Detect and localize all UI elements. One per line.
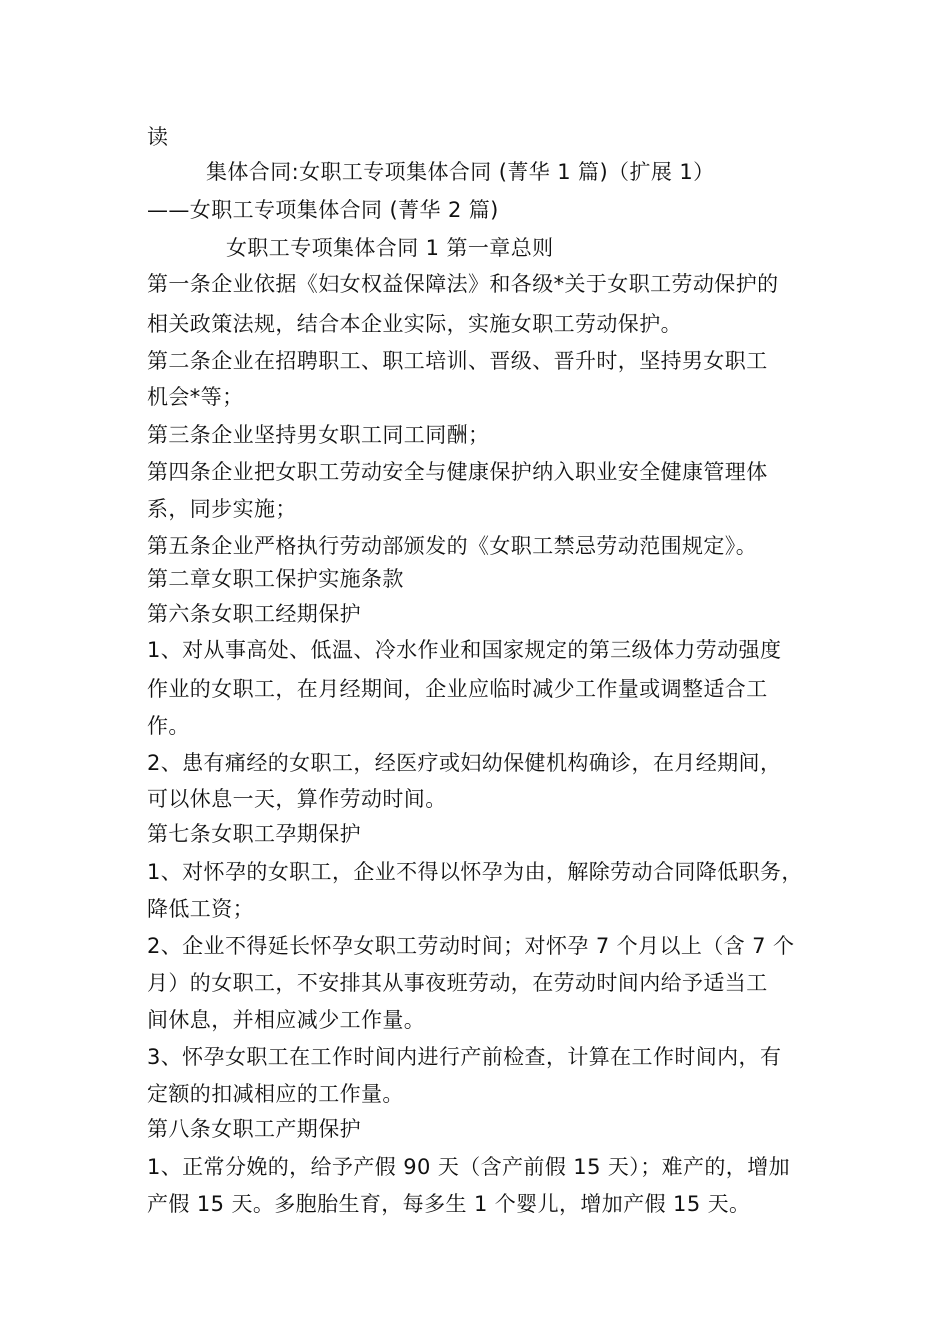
section-heading: 第二章女职工保护实施条款 bbox=[147, 567, 404, 591]
paragraph-line: 可以休息一天，算作劳动时间。 bbox=[147, 787, 447, 811]
paragraph-line: 1、对从事高处、低温、冷水作业和国家规定的第三级体力劳动强度 bbox=[147, 638, 782, 662]
paragraph-line: 第四条企业把女职工劳动安全与健康保护纳入职业安全健康管理体 bbox=[147, 460, 768, 484]
paragraph-line: 间休息，并相应减少工作量。 bbox=[147, 1008, 426, 1032]
paragraph-line: 定额的扣减相应的工作量。 bbox=[147, 1082, 404, 1106]
paragraph-line: 作业的女职工，在月经期间，企业应临时减少工作量或调整适合工 bbox=[147, 677, 768, 701]
paragraph-line: 1、正常分娩的，给予产假 90 天（含产前假 15 天）；难产的，增加 bbox=[147, 1155, 791, 1179]
paragraph-line: 第二条企业在招聘职工、职工培训、晋级、晋升时，坚持男女职工 bbox=[147, 349, 768, 373]
section-heading: 第七条女职工孕期保护 bbox=[147, 822, 361, 846]
paragraph-line: 机会*等； bbox=[147, 385, 244, 409]
paragraph-line: 2、患有痛经的女职工，经医疗或妇幼保健机构确诊，在月经期间， bbox=[147, 751, 782, 775]
paragraph-line: 第五条企业严格执行劳动部颁发的《女职工禁忌劳动范围规定》。 bbox=[147, 534, 758, 558]
paragraph-line: 系，同步实施； bbox=[147, 497, 297, 521]
document-title: 集体合同:女职工专项集体合同 (菁华 1 篇)（扩展 1） bbox=[206, 160, 715, 184]
paragraph-line: 2、企业不得延长怀孕女职工劳动时间；对怀孕 7 个月以上（含 7 个 bbox=[147, 934, 795, 958]
section-heading: 第八条女职工产期保护 bbox=[147, 1117, 361, 1141]
paragraph-line: 第一条企业依据《妇女权益保障法》和各级*关于女职工劳动保护的 bbox=[147, 272, 779, 296]
heading-fragment: 读 bbox=[147, 125, 169, 149]
paragraph-line: 月）的女职工，不安排其从事夜班劳动，在劳动时间内给予适当工 bbox=[147, 971, 768, 995]
paragraph-line: 作。 bbox=[147, 714, 190, 738]
paragraph-line: 相关政策法规，结合本企业实际，实施女职工劳动保护。 bbox=[147, 312, 682, 336]
paragraph-line: 第三条企业坚持男女职工同工同酬； bbox=[147, 423, 490, 447]
paragraph-line: 降低工资； bbox=[147, 897, 254, 921]
paragraph-line: 3、怀孕女职工在工作时间内进行产前检查，计算在工作时间内，有 bbox=[147, 1045, 782, 1069]
section-heading: 第六条女职工经期保护 bbox=[147, 602, 361, 626]
paragraph-line: 1、对怀孕的女职工，企业不得以怀孕为由，解除劳动合同降低职务， bbox=[147, 860, 803, 884]
chapter-heading: 女职工专项集体合同 1 第一章总则 bbox=[226, 236, 554, 260]
paragraph-line: 产假 15 天。多胞胎生育，每多生 1 个婴儿，增加产假 15 天。 bbox=[147, 1192, 751, 1216]
document-subtitle: ——女职工专项集体合同 (菁华 2 篇) bbox=[147, 198, 499, 222]
